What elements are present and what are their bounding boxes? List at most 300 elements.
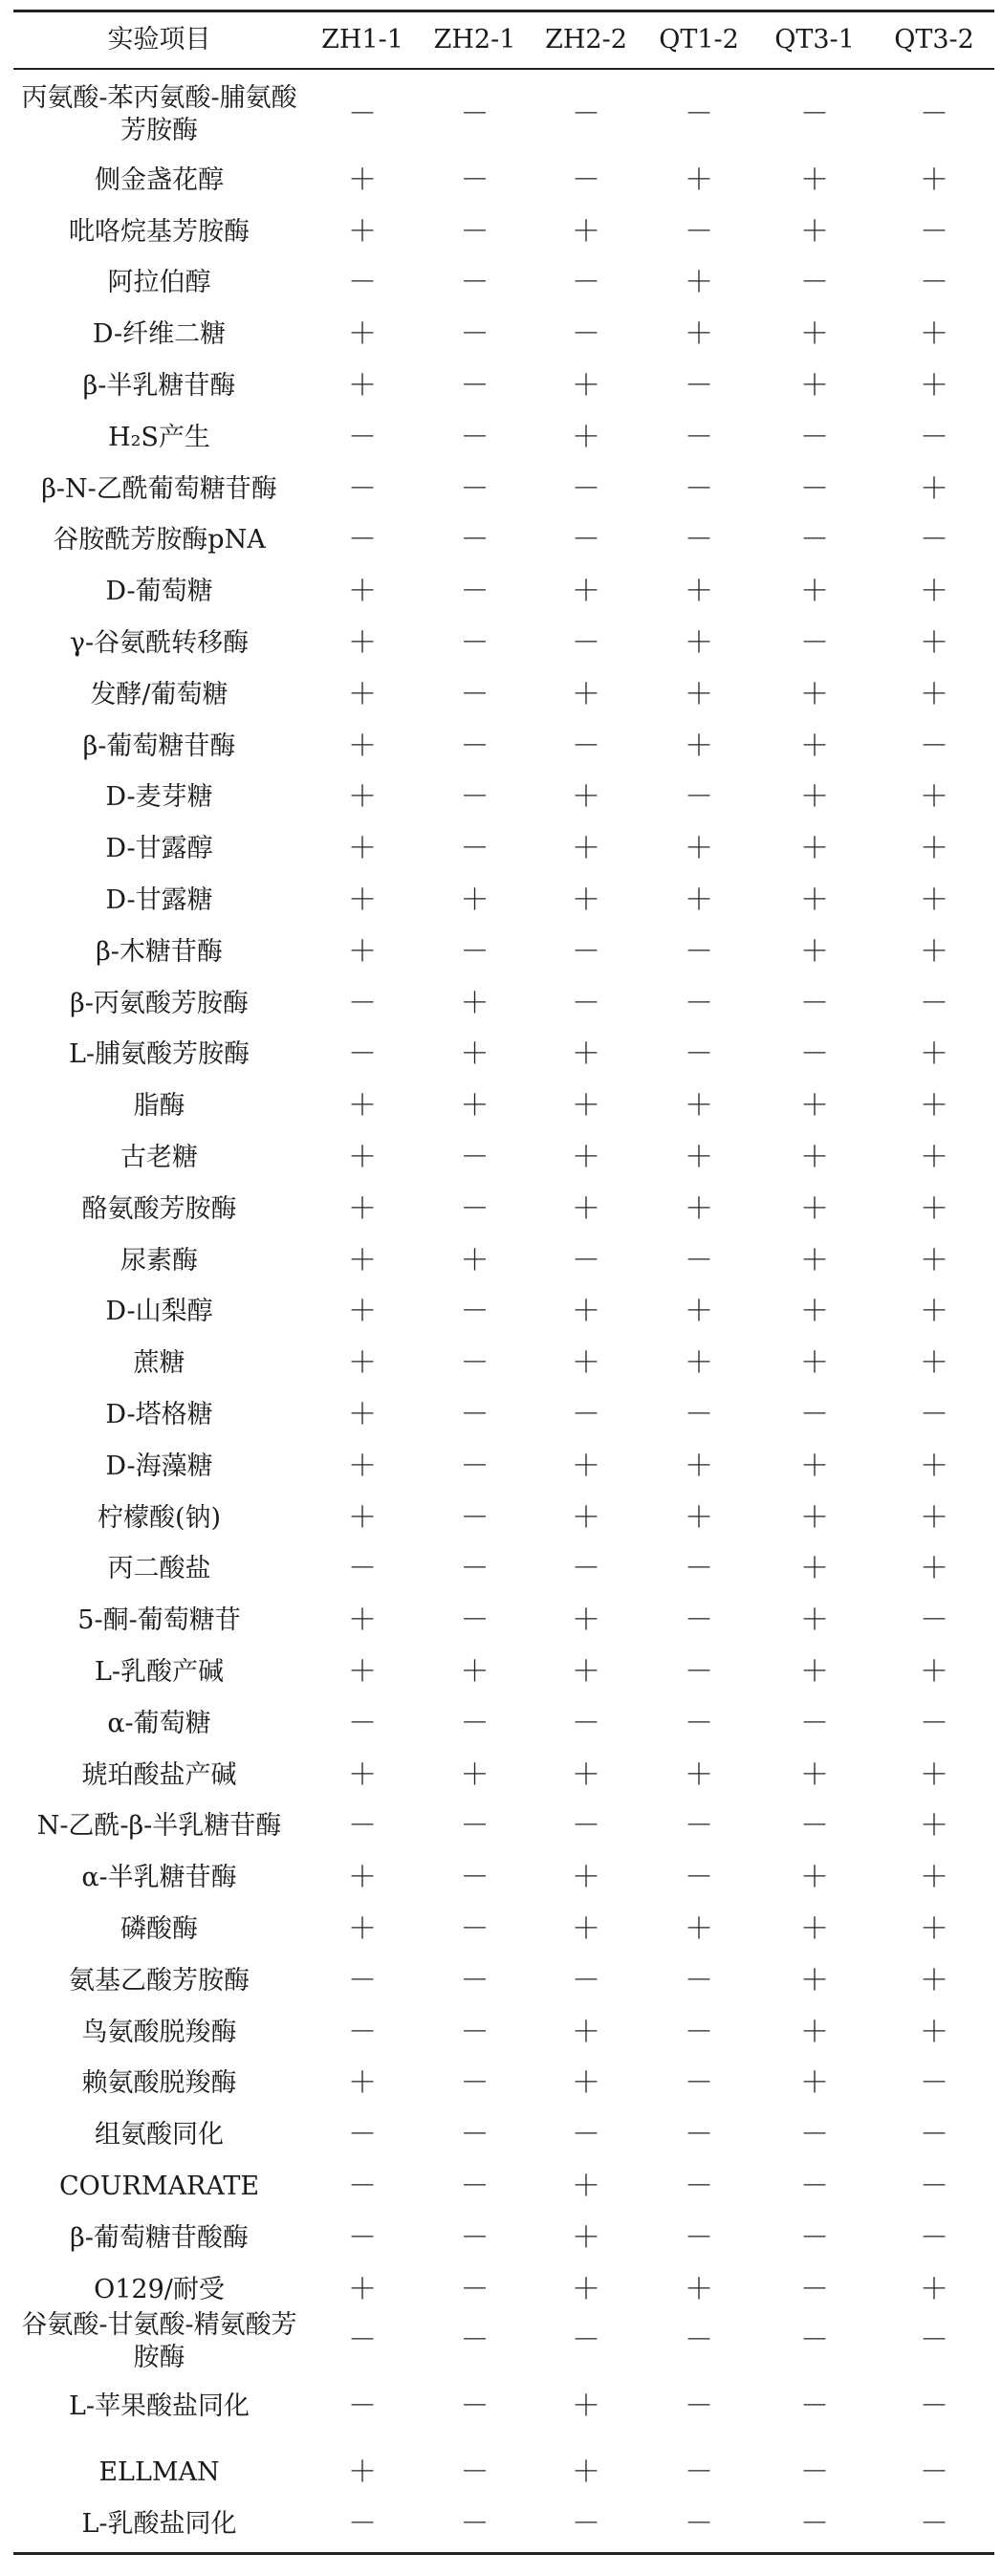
result-cell: ＋ [348, 729, 377, 763]
result-cell: ＋ [800, 1500, 829, 1535]
row-label: L-苹果酸盐同化 [68, 2391, 250, 2422]
result-cell: ＋ [920, 2272, 948, 2306]
table-row [13, 1493, 994, 1544]
result-cell: ＋ [800, 1552, 829, 1586]
result-cell: ＋ [572, 2066, 600, 2101]
result-cell: ＋ [800, 884, 829, 918]
result-cell: － [572, 729, 600, 763]
result-cell: ＋ [572, 1500, 600, 1535]
result-cell: ＋ [800, 317, 829, 352]
table-row [13, 1698, 994, 1750]
result-cell: － [460, 1706, 490, 1740]
table-row [13, 1441, 994, 1493]
result-cell: － [685, 780, 713, 815]
result-cell: － [800, 420, 829, 454]
table-row [13, 309, 994, 360]
result-cell: － [348, 2170, 377, 2204]
result-cell: － [920, 420, 948, 454]
row-label: ELLMAN [98, 2457, 220, 2488]
result-cell: － [572, 1243, 600, 1277]
table-row [13, 1184, 994, 1235]
result-cell: － [920, 1604, 948, 1638]
result-cell: － [685, 1861, 713, 1895]
result-cell: － [572, 1552, 600, 1586]
result-cell: － [685, 420, 713, 454]
table-row [13, 207, 994, 258]
result-cell: ＋ [572, 369, 600, 404]
result-cell: － [685, 98, 713, 131]
table-row [13, 566, 994, 618]
result-cell: － [685, 2015, 713, 2049]
result-cell: － [800, 471, 829, 506]
result-cell: － [460, 575, 490, 609]
result-cell: － [348, 2507, 377, 2542]
table-row [13, 1955, 994, 2007]
result-cell: ＋ [348, 1757, 377, 1792]
table-row [13, 258, 994, 310]
result-cell: － [460, 626, 490, 661]
result-cell: － [800, 2272, 829, 2306]
row-label: D-纤维二糖 [92, 319, 227, 350]
result-cell: ＋ [920, 1141, 948, 1175]
result-cell: ＋ [348, 214, 377, 249]
result-cell: ＋ [920, 626, 948, 661]
row-label: β-木糖苷酶 [96, 936, 223, 967]
result-cell: ＋ [685, 575, 713, 609]
table-row [13, 669, 994, 721]
result-cell: ＋ [348, 317, 377, 352]
result-cell: ＋ [800, 832, 829, 866]
result-cell: ＋ [685, 626, 713, 661]
result-cell: － [348, 1552, 377, 1586]
result-cell: － [685, 523, 713, 557]
result-cell: ＋ [920, 471, 948, 506]
result-cell: － [685, 1243, 713, 1277]
result-cell: － [920, 523, 948, 557]
table-row [13, 464, 994, 515]
result-cell: ＋ [348, 1604, 377, 1638]
result-cell: ＋ [572, 2272, 600, 2306]
result-cell: ＋ [800, 1604, 829, 1638]
result-cell: － [685, 1604, 713, 1638]
result-cell: ＋ [800, 677, 829, 711]
row-label: 尿素酶 [120, 1245, 198, 1276]
result-cell: ＋ [572, 420, 600, 454]
result-cell: ＋ [685, 1500, 713, 1535]
result-cell: ＋ [572, 1861, 600, 1895]
result-cell: － [572, 1809, 600, 1844]
table-row [13, 360, 994, 412]
result-cell: － [460, 1809, 490, 1844]
result-cell: ＋ [460, 1089, 490, 1124]
result-cell: ＋ [348, 1500, 377, 1535]
row-label: 5-酮-葡萄糖苷 [77, 1605, 241, 1636]
result-cell: ＋ [920, 1089, 948, 1124]
result-cell: ＋ [685, 1141, 713, 1175]
result-cell: ＋ [572, 575, 600, 609]
result-cell: ＋ [685, 317, 713, 352]
result-cell: － [920, 986, 948, 1020]
result-cell: ＋ [800, 369, 829, 404]
result-cell: ＋ [572, 832, 600, 866]
row-label: 磷酸酶 [120, 1914, 198, 1945]
row-label: D-海藻糖 [105, 1451, 213, 1481]
row-label: H₂S产生 [108, 422, 210, 452]
result-cell: ＋ [348, 1655, 377, 1690]
result-cell: ＋ [572, 1141, 600, 1175]
result-cell: ＋ [685, 1449, 713, 1483]
result-cell: ＋ [348, 2456, 377, 2490]
result-cell: － [348, 986, 377, 1020]
result-cell: － [348, 98, 377, 131]
result-cell: － [572, 98, 600, 131]
result-cell: ＋ [348, 677, 377, 711]
result-cell: ＋ [800, 1295, 829, 1329]
result-cell: － [800, 2220, 829, 2255]
table-row [13, 1852, 994, 1904]
result-cell: ＋ [800, 1346, 829, 1381]
table-row [13, 1750, 994, 1801]
row-label: 柠檬酸(钠) [97, 1502, 222, 1533]
result-cell: ＋ [920, 1861, 948, 1895]
result-cell: － [460, 2066, 490, 2101]
result-cell: － [460, 420, 490, 454]
result-cell: － [460, 1912, 490, 1947]
result-cell: － [348, 2390, 377, 2424]
result-cell: ＋ [685, 163, 713, 197]
result-cell: ＋ [920, 884, 948, 918]
result-cell: ＋ [920, 780, 948, 815]
result-cell: － [572, 523, 600, 557]
result-cell: － [920, 214, 948, 249]
table-row [13, 75, 994, 155]
result-cell: － [685, 1552, 713, 1586]
result-cell: ＋ [800, 780, 829, 815]
result-cell: － [460, 266, 490, 300]
result-cell: － [572, 626, 600, 661]
row-label: 发酵/葡萄糖 [90, 679, 229, 709]
result-cell: ＋ [348, 626, 377, 661]
row-label: COURMARATE [58, 2172, 260, 2202]
table-row [13, 1904, 994, 1955]
table-row [13, 412, 994, 464]
result-cell: － [572, 986, 600, 1020]
result-cell: ＋ [920, 1346, 948, 1381]
result-cell: ＋ [348, 832, 377, 866]
result-cell: ＋ [800, 1449, 829, 1483]
row-label: β-葡萄糖苷酸酶 [70, 2222, 249, 2253]
result-cell: － [685, 1963, 713, 1997]
result-cell: ＋ [460, 1243, 490, 1277]
table-row [13, 875, 994, 927]
result-cell: － [348, 523, 377, 557]
result-cell: － [572, 266, 600, 300]
result-cell: － [920, 2118, 948, 2152]
result-cell: － [920, 2390, 948, 2424]
result-cell: － [572, 2118, 600, 2152]
header-qt1-2: QT1-2 [659, 25, 739, 55]
table-row [13, 1595, 994, 1647]
header-zh2-2: ZH2-2 [545, 25, 627, 55]
row-label: 鸟氨酸脱羧酶 [81, 2017, 237, 2047]
table-row [13, 1389, 994, 1441]
result-cell: － [685, 2507, 713, 2542]
header-qt3-1: QT3-1 [774, 25, 855, 55]
row-label: β-N-乙酰葡萄糖苷酶 [41, 473, 277, 504]
result-cell: － [348, 2324, 377, 2358]
header-row [13, 15, 994, 65]
result-cell: ＋ [920, 369, 948, 404]
result-cell: ＋ [572, 1655, 600, 1690]
bottom-rule [13, 2552, 994, 2555]
table-row [13, 2109, 994, 2161]
result-cell: － [572, 2324, 600, 2358]
row-label: L-脯氨酸芳胺酶 [68, 1039, 250, 1070]
result-cell: － [460, 1295, 490, 1329]
result-cell: － [348, 1963, 377, 1997]
result-cell: － [348, 471, 377, 506]
result-cell: ＋ [800, 2066, 829, 2101]
table-row [13, 515, 994, 567]
result-cell: － [348, 266, 377, 300]
result-cell: － [460, 2272, 490, 2306]
result-cell: － [460, 2220, 490, 2255]
table-row [13, 2059, 994, 2110]
row-label: O129/耐受 [94, 2274, 225, 2304]
result-cell: － [800, 2324, 829, 2358]
result-cell: ＋ [920, 1191, 948, 1226]
table-row [13, 1801, 994, 1853]
result-cell: － [460, 1191, 490, 1226]
result-cell: － [460, 2390, 490, 2424]
result-cell: － [685, 1706, 713, 1740]
result-cell: － [460, 677, 490, 711]
result-cell: ＋ [572, 1037, 600, 1072]
table-row [13, 978, 994, 1030]
row-label: N-乙酰-β-半乳糖苷酶 [36, 1811, 282, 1842]
result-cell: ＋ [920, 317, 948, 352]
result-cell: － [685, 1398, 713, 1432]
result-cell: ＋ [460, 884, 490, 918]
header-zh2-1: ZH2-1 [433, 25, 516, 55]
result-cell: ＋ [800, 575, 829, 609]
result-cell: － [348, 2220, 377, 2255]
row-label: 吡咯烷基芳胺酶 [69, 216, 250, 247]
table-row [13, 1132, 994, 1184]
result-cell: － [460, 163, 490, 197]
result-cell: ＋ [800, 1655, 829, 1690]
result-cell: － [800, 2118, 829, 2152]
table-row [13, 2161, 994, 2213]
result-cell: － [460, 832, 490, 866]
row-label: D-葡萄糖 [105, 577, 213, 607]
result-cell: ＋ [800, 1963, 829, 1997]
result-cell: － [460, 1398, 490, 1432]
result-cell: ＋ [685, 884, 713, 918]
result-cell: ＋ [572, 1604, 600, 1638]
result-cell: － [800, 1037, 829, 1072]
result-cell: ＋ [800, 2015, 829, 2049]
result-cell: － [685, 2118, 713, 2152]
result-cell: － [920, 2507, 948, 2542]
result-cell: － [800, 2507, 829, 2542]
result-cell: － [460, 1963, 490, 1997]
result-cell: ＋ [920, 934, 948, 969]
result-cell: － [800, 266, 829, 300]
row-label: 琥珀酸盐产碱 [81, 1759, 237, 1790]
row-label: 谷胺酰芳胺酶pNA [53, 525, 266, 556]
header-item: 实验项目 [107, 25, 211, 55]
result-cell: ＋ [920, 1552, 948, 1586]
result-cell: － [572, 1706, 600, 1740]
header-zh1-1: ZH1-1 [321, 25, 403, 55]
result-cell: ＋ [800, 214, 829, 249]
result-cell: － [685, 2066, 713, 2101]
result-cell: － [348, 1809, 377, 1844]
table-row [13, 1544, 994, 1596]
result-cell: ＋ [460, 1757, 490, 1792]
row-label: 组氨酸同化 [95, 2120, 224, 2150]
result-cell: － [572, 471, 600, 506]
result-cell: － [920, 729, 948, 763]
header-rule [13, 68, 994, 70]
result-cell: － [460, 2324, 490, 2358]
result-cell: ＋ [920, 1037, 948, 1072]
result-cell: ＋ [685, 1089, 713, 1124]
result-cell: － [460, 317, 490, 352]
result-cell: － [685, 986, 713, 1020]
result-cell: － [685, 1037, 713, 1072]
result-cell: ＋ [685, 266, 713, 300]
result-cell: － [920, 98, 948, 131]
result-cell: ＋ [348, 884, 377, 918]
result-cell: ＋ [800, 163, 829, 197]
result-cell: ＋ [572, 1295, 600, 1329]
result-cell: ＋ [348, 1141, 377, 1175]
result-cell: － [800, 98, 829, 131]
result-cell: － [800, 2390, 829, 2424]
result-cell: － [920, 2066, 948, 2101]
result-cell: ＋ [920, 1295, 948, 1329]
result-cell: － [800, 1398, 829, 1432]
result-cell: ＋ [920, 1243, 948, 1277]
row-label: γ-谷氨酰转移酶 [69, 628, 250, 659]
result-cell: ＋ [348, 1295, 377, 1329]
result-cell: － [460, 2507, 490, 2542]
row-label: L-乳酸盐同化 [81, 2509, 237, 2540]
result-cell: ＋ [572, 1089, 600, 1124]
table-row [13, 927, 994, 978]
result-cell: ＋ [800, 1861, 829, 1895]
result-cell: － [685, 2456, 713, 2490]
result-cell: ＋ [348, 575, 377, 609]
result-cell: ＋ [920, 1655, 948, 1690]
result-cell: － [348, 1037, 377, 1072]
result-cell: ＋ [800, 1243, 829, 1277]
result-cell: ＋ [348, 2066, 377, 2101]
result-cell: － [685, 369, 713, 404]
row-label: 丙氨酸-苯丙氨酸-脯氨酸芳胺酶 [21, 83, 297, 145]
result-cell: － [685, 214, 713, 249]
result-cell: ＋ [800, 1912, 829, 1947]
result-cell: ＋ [920, 1809, 948, 1844]
result-cell: ＋ [920, 1449, 948, 1483]
result-cell: ＋ [920, 832, 948, 866]
result-cell: － [460, 2118, 490, 2152]
result-cell: － [460, 780, 490, 815]
result-cell: － [460, 1141, 490, 1175]
result-cell: ＋ [572, 2170, 600, 2204]
row-label: 赖氨酸脱羧酶 [81, 2068, 237, 2099]
result-cell: ＋ [920, 1963, 948, 1997]
row-label: 氨基乙酸芳胺酶 [69, 1965, 250, 1996]
result-cell: － [460, 2456, 490, 2490]
result-cell: ＋ [685, 832, 713, 866]
row-label: β-半乳糖苷酶 [82, 371, 236, 402]
result-cell: － [572, 934, 600, 969]
result-cell: ＋ [348, 1398, 377, 1432]
result-cell: － [348, 2118, 377, 2152]
result-cell: － [460, 934, 490, 969]
result-cell: － [572, 163, 600, 197]
row-label: L-乳酸产碱 [94, 1657, 225, 1688]
result-cell: ＋ [920, 677, 948, 711]
result-cell: － [460, 1552, 490, 1586]
result-cell: ＋ [460, 1037, 490, 1072]
result-cell: － [460, 1604, 490, 1638]
result-cell: － [800, 986, 829, 1020]
top-rule [13, 10, 994, 12]
result-cell: ＋ [920, 163, 948, 197]
result-cell: ＋ [348, 1243, 377, 1277]
table-row [13, 2309, 994, 2372]
result-cell: ＋ [572, 1912, 600, 1947]
result-cell: － [572, 2507, 600, 2542]
result-cell: － [460, 2170, 490, 2204]
result-cell: ＋ [348, 934, 377, 969]
row-label: 蔗糖 [133, 1348, 185, 1379]
result-cell: ＋ [685, 1191, 713, 1226]
row-label: 侧金盏花醇 [95, 164, 224, 195]
table-row [13, 618, 994, 669]
table-row [13, 773, 994, 824]
result-cell: － [800, 1706, 829, 1740]
result-cell: ＋ [348, 1191, 377, 1226]
result-cell: － [572, 1398, 600, 1432]
result-cell: － [460, 523, 490, 557]
result-cell: ＋ [685, 2272, 713, 2306]
result-cell: － [460, 1346, 490, 1381]
result-cell: ＋ [572, 214, 600, 249]
row-label: α-葡萄糖 [107, 1708, 211, 1738]
result-cell: － [800, 626, 829, 661]
result-cell: － [460, 1500, 490, 1535]
table-row [13, 155, 994, 207]
row-label: β-葡萄糖苷酶 [82, 731, 236, 761]
result-cell: － [460, 1861, 490, 1895]
table-row [13, 1030, 994, 1081]
result-cell: － [800, 1809, 829, 1844]
result-cell: ＋ [348, 163, 377, 197]
result-cell: ＋ [800, 1141, 829, 1175]
row-label: 阿拉伯醇 [107, 268, 211, 298]
table-row [13, 2447, 994, 2499]
result-cell: ＋ [800, 1191, 829, 1226]
table-row [13, 1338, 994, 1389]
result-cell: ＋ [348, 1449, 377, 1483]
result-cell: ＋ [572, 2456, 600, 2490]
result-cell: － [348, 420, 377, 454]
